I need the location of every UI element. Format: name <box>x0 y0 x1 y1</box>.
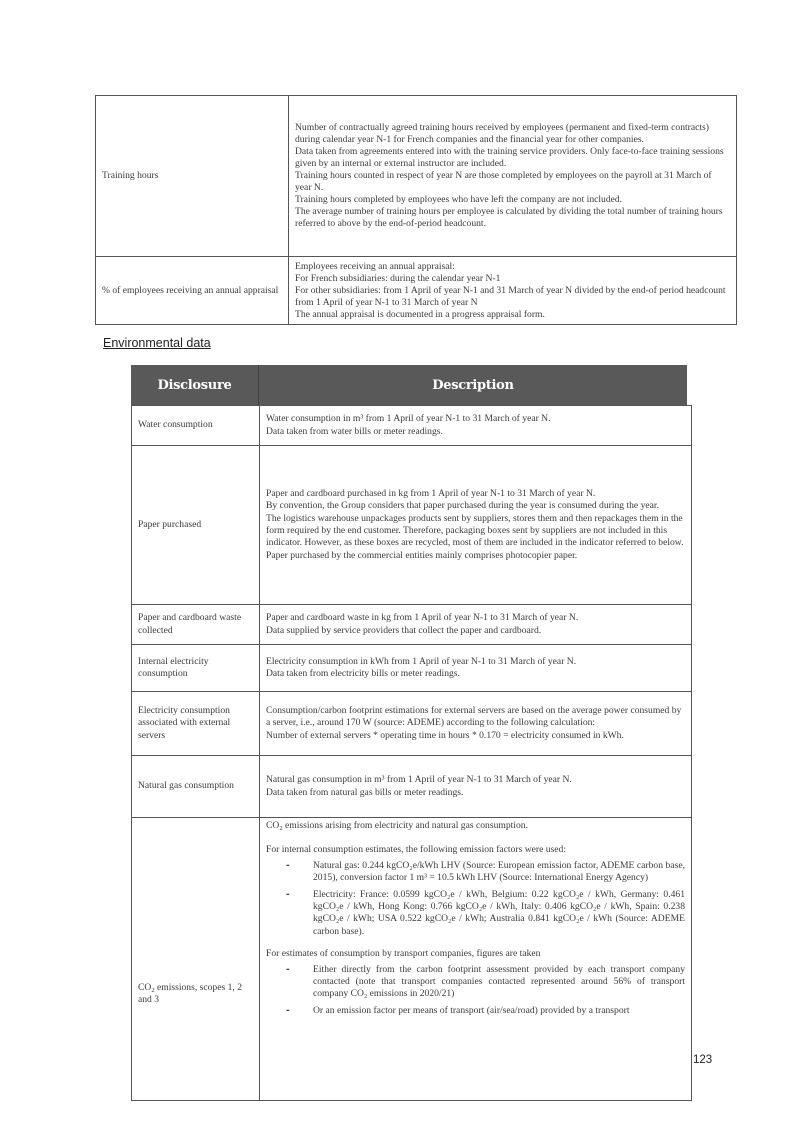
description-cell: Natural gas consumption in m³ from 1 April of year N-1 to 31 March of year N. Data taken from natural gas bills or meter readings. <box>260 756 692 818</box>
description-cell: Number of contractually agreed training hours received by employees (permanent and fixed-term contracts) during calendar year N-1 for French companies and the financial year for other companies. Data taken from agreements entered into with the training service providers. Only face-to-face training sessions given by an internal or external instructor are included. Training hours counted in respect of year N are those completed by employees on the payroll at 31 March of year N. Training hours completed by employees who have left the company are not included. The average number of training hours per employee is calculated by dividing the total number of training hours referred to above by the end-of-period headcount. <box>289 96 737 257</box>
disclosure-cell: Water consumption <box>132 406 260 446</box>
env-table-header <box>131 365 687 405</box>
dash-bullet-icon: - <box>286 889 290 900</box>
table-row <box>132 446 692 605</box>
description-cell: Consumption/carbon footprint estimations for external servers are based on the average power consumed by a server, i.e., around 170 W (source: ADEME) according to the following calculation: Number of external servers * operating time in hours * 0.170 = electricity consumed in kWh. <box>260 692 692 756</box>
internal-factors-list <box>266 860 685 938</box>
disclosure-cell: Paper purchased <box>132 446 260 605</box>
dash-bullet-icon: - <box>286 860 290 871</box>
description-cell: Paper and cardboard purchased in kg from 1 April of year N-1 to 31 March of year N. By convention, the Group considers that paper purchased during the year is consumed during the year. The logistics warehouse unpackages products sent by suppliers, stores them and then repackages them in the form required by the end customer. Therefore, packaging boxes sent by suppliers are not included in this indicator. However, as these boxes are recycled, most of them are included in the indicator referred to below. Paper purchased by the commercial entities mainly comprises photocopier paper. <box>260 446 692 605</box>
list-item: - Either directly from the carbon footprint assessment provided by each transport company contacted (note that transport companies contacted represented around 56% of transport company CO₂ emissions in 2020/21) <box>286 963 685 1000</box>
description-cell: Employees receiving an annual appraisal: For French subsidiaries: during the calendar year N-1 For other subsidiaries: from 1 April of year N-1 and 31 March of year N divided by the end-of period headcount from 1 April of year N-1 to 31 March of year N The annual appraisal is documented in a progress appraisal form. <box>289 257 737 325</box>
disclosure-cell: % of employees receiving an annual appraisal <box>96 257 289 325</box>
table-row <box>132 406 692 446</box>
table-row <box>132 756 692 818</box>
transport-list <box>266 964 685 1018</box>
disclosure-cell: $CO_2$ emissions, scopes 1, 2 and 3 <box>132 818 260 1101</box>
disclosure-cell: Paper and cardboard waste collected <box>132 605 260 645</box>
disclosure-cell: Electricity consumption associated with external servers <box>132 692 260 756</box>
list-item: - Electricity: France: 0.0599 kgCO₂e / kWh, Belgium: 0.22 kgCO₂e / kWh, Germany: 0.461 kgCO₂e / kWh, Hong Kong: 0.766 kgCO₂e / kWh, Italy: 0.406 kgCO₂e / kWh, Spain: 0.238 kgCO₂e / kWh; USA 0.522 kgCO₂e / kWh; Australia 0.841 kgCO₂e / kWh (Source: ADEME carbon base). <box>286 888 685 937</box>
page-number: 123 <box>693 1054 713 1066</box>
table-row <box>132 818 692 1101</box>
description-cell <box>260 818 692 1101</box>
list-item: - Or an emission factor per means of transport (air/sea/road) provided by a transport <box>286 1004 630 1016</box>
list-item: - Natural gas: 0.244 kgCO₂e/kWh LHV (Source: European emission factor, ADEME carbon base, 2015), conversion factor 1 m³ = 10.5 kWh LHV (Source: International Energy Agency) <box>286 859 685 884</box>
header-description: Description <box>432 377 514 393</box>
table-row <box>132 692 692 756</box>
table-row <box>96 96 737 257</box>
table-row <box>132 645 692 692</box>
disclosure-cell: Training hours <box>96 96 289 257</box>
internal-factors-heading: For internal consumption estimates, the following emission factors were used: <box>266 844 567 856</box>
description-cell: Water consumption in m³ from 1 April of year N-1 to 31 March of year N. Data taken from water bills or meter readings. <box>260 406 692 446</box>
dash-bullet-icon: - <box>286 1005 290 1016</box>
section-heading: Environmental data <box>103 336 211 350</box>
co2-intro: $CO_2$ emissions arising from electricity and natural gas consumption. <box>266 820 528 832</box>
social-indicators-table <box>95 95 737 325</box>
disclosure-cell: Internal electricity consumption <box>132 645 260 692</box>
table-row <box>96 257 737 325</box>
table-row <box>132 605 692 645</box>
environmental-table <box>131 405 692 1101</box>
header-disclosure: Disclosure <box>131 365 259 405</box>
description-cell: Paper and cardboard waste in kg from 1 April of year N-1 to 31 March of year N. Data supplied by service providers that collect the paper and cardboard. <box>260 605 692 645</box>
transport-heading: For estimates of consumption by transport companies, figures are taken <box>266 948 541 960</box>
description-cell: Electricity consumption in kWh from 1 April of year N-1 to 31 March of year N. Data taken from electricity bills or meter readings. <box>260 645 692 692</box>
disclosure-cell: Natural gas consumption <box>132 756 260 818</box>
dash-bullet-icon: - <box>286 964 290 975</box>
